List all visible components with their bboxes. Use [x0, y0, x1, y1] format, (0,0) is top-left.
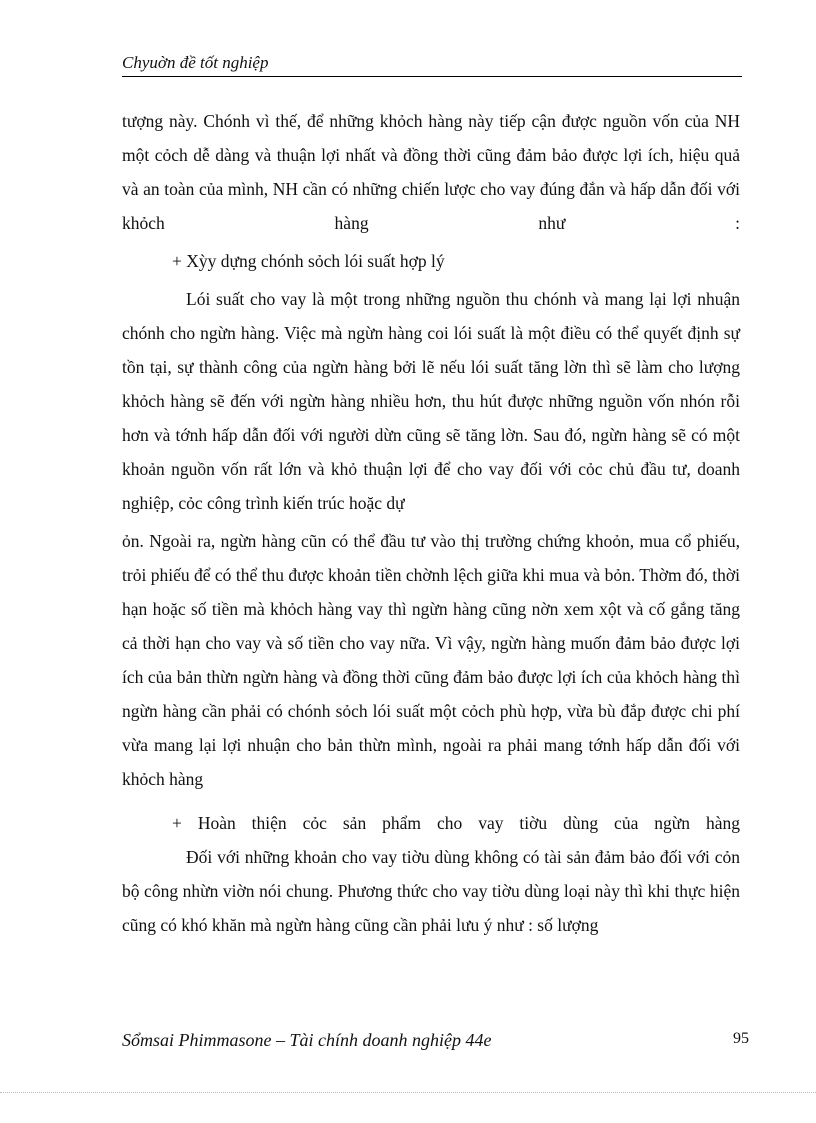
page-number: 95: [733, 1030, 749, 1047]
page-edge-divider: [0, 1092, 816, 1093]
document-body: [122, 104, 740, 942]
page-header: [122, 52, 742, 77]
paragraph-3: Đối với những khoản cho vay tiờu dùng không có tài sản đảm bảo đối với cỏn bộ công nhừn viờn nói chung. Phương thức cho vay tiờu dùng loại này thì khi thực hiện cũng có khó khăn mà ngừn hàng cũng cần phải lưu ý như : số lượng: [122, 847, 740, 935]
paragraph-1: tượng này. Chónh vì thế, để những khỏch hàng này tiếp cận được nguồn vốn của NH một cỏch dễ dàng và thuận lợi nhất và đồng thời cũng đảm bảo được lợi ích, hiệu quả và an toàn của mình, NH cần có những chiến lược cho vay đúng đắn và hấp dẫn đối với khỏch hàng như :: [122, 111, 740, 233]
paragraph-2b: ỏn. Ngoài ra, ngừn hàng cũn có thể đầu tư vào thị trường chứng khoỏn, mua cổ phiếu, trỏi phiếu để có thể thu được khoản tiền chờnh lệch giữa khi mua và bỏn. Thờm đó, thời hạn hoặc số tiền mà khỏch hàng vay thì ngừn hàng cũng nờn xem xột và cố gắng tăng cả thời hạn cho vay và số tiền cho vay nữa. Vì vậy, ngừn hàng muốn đảm bảo được lợi ích của bản thừn ngừn hàng và đồng thời cũng đảm bảo được lợi ích của khỏch hàng thì ngừn hàng cần phải có chónh sỏch lói suất một cỏch phù hợp, vừa bù đắp được chi phí vừa mang lại lợi nhuận cho bản thừn mình, ngoài ra phải mang tớnh hấp dẫn đối với khỏch hàng: [122, 531, 740, 789]
bullet-interest-rate-policy: + Xỳy dựng chónh sỏch lói suất hợp lý: [172, 251, 445, 271]
header-title: Chyuờn đề tốt nghiệp: [122, 53, 269, 72]
paragraph-2a: Lói suất cho vay là một trong những nguồn thu chónh và mang lại lợi nhuận chónh cho ngừn hàng. Việc mà ngừn hàng coi lói suất là một điều có thể quyết định sự tồn tại, sự thành công của ngừn hàng bởi lẽ nếu lói suất tăng lờn thì sẽ làm cho lượng khỏch hàng sẽ đến với ngừn hàng nhiều hơn, thu hút được những nguồn vốn nhón rỗi hơn và tớnh hấp dẫn đối với người dừn cũng sẽ tăng lờn. Sau đó, ngừn hàng sẽ có một khoản nguồn vốn rất lớn và khỏ thuận lợi để cho vay đối với cỏc chủ đầu tư, doanh nghiệp, cỏc công trình kiến trúc hoặc dự: [122, 289, 740, 513]
footer-author: Sổmsai Phimmasone – Tài chính doanh nghiệp 44e: [122, 1030, 492, 1050]
bullet-consumer-loan-products: + Hoàn thiện cỏc sản phẩm cho vay tiờu dùng của ngừn hàng: [172, 813, 740, 833]
